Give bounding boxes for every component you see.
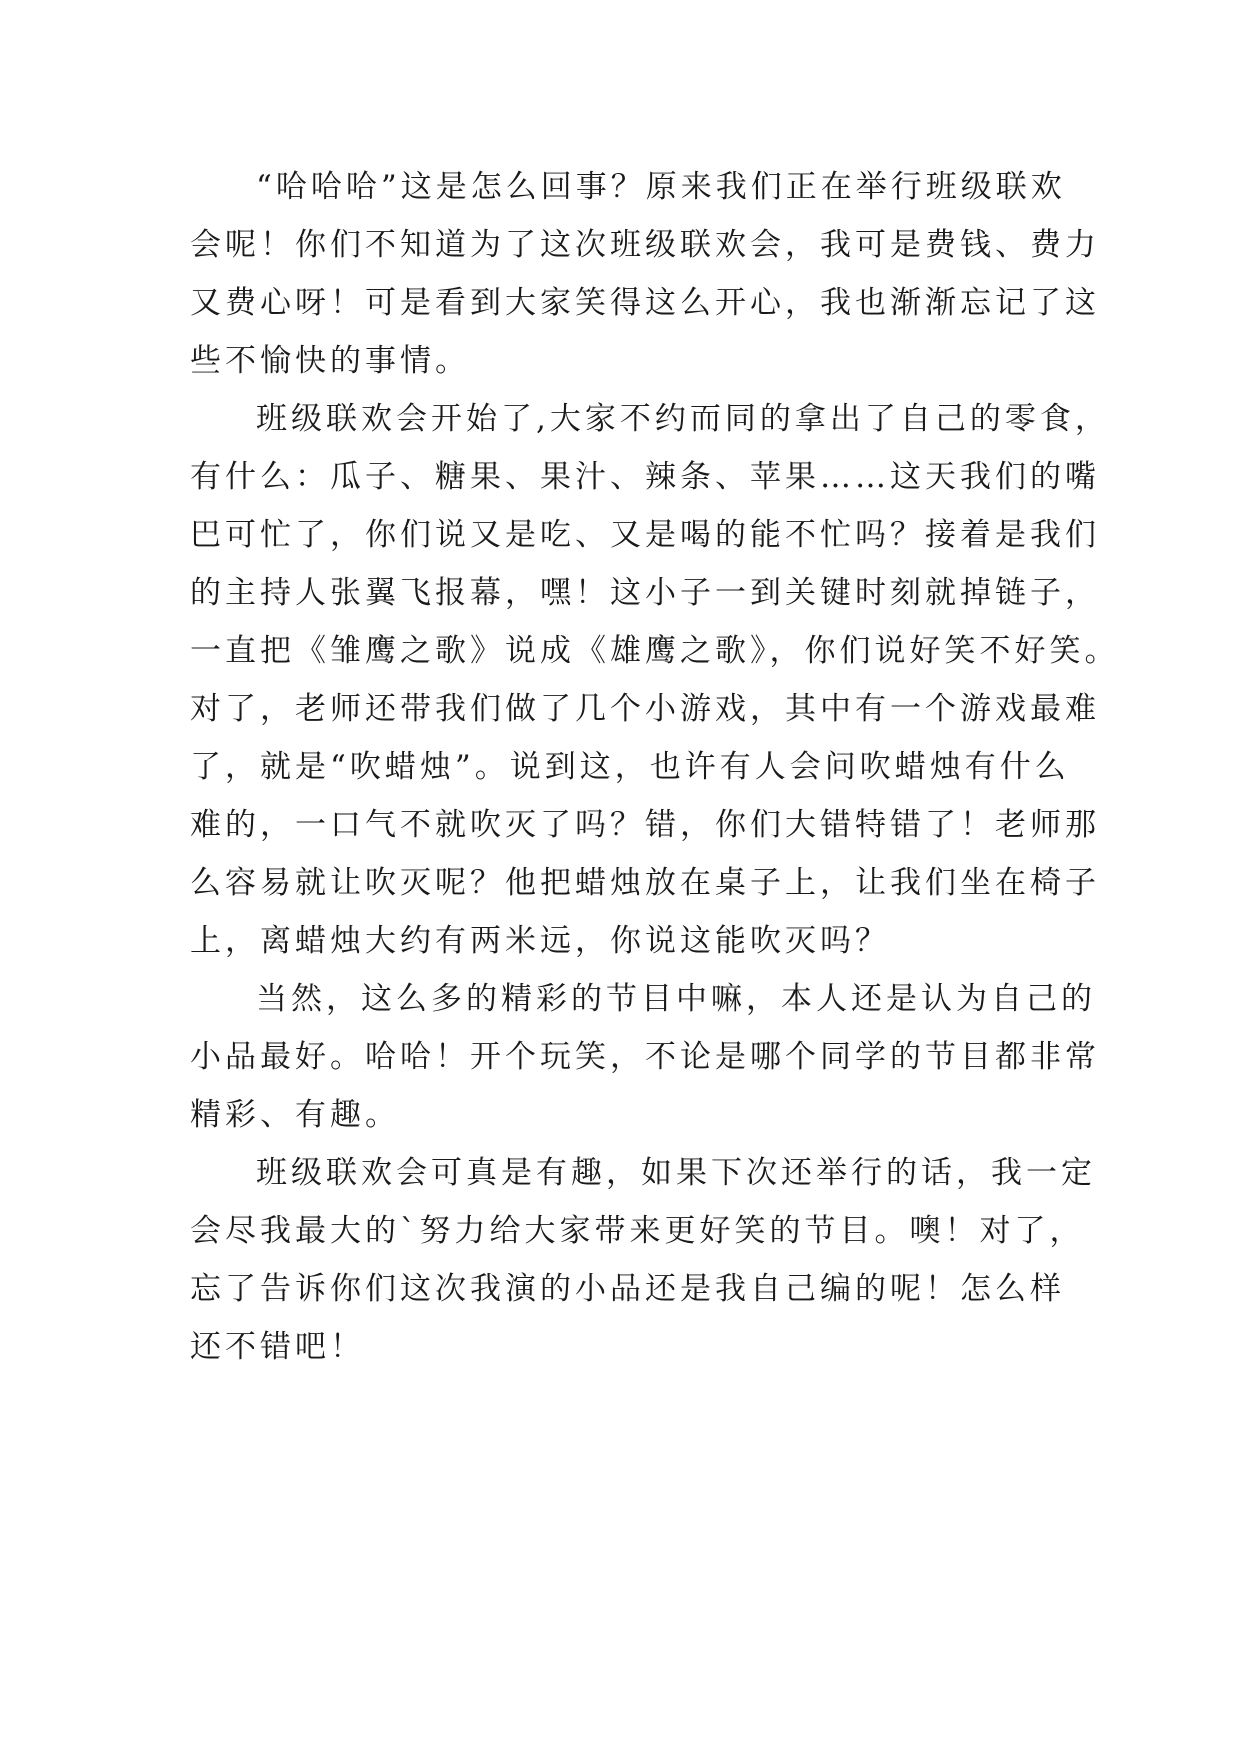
text-line: 精彩、有趣。 — [190, 1097, 400, 1133]
text-line: 班级联欢会开始了,大家不约而同的拿出了自己的零食， — [256, 401, 1110, 437]
text-line: 会尽我最大的`努力给大家带来更好笑的节目。噢！对了， — [190, 1213, 1085, 1249]
text-line: “哈哈哈”这是怎么回事？原来我们正在举行班级联欢 — [256, 169, 1066, 205]
text-line: 难的，一口气不就吹灭了吗？错，你们大错特错了！老师那 — [190, 807, 1100, 843]
text-line: 上，离蜡烛大约有两米远，你说这能吹灭吗？ — [190, 923, 890, 959]
text-line: 巴可忙了，你们说又是吃、又是喝的能不忙吗？接着是我们 — [190, 517, 1100, 553]
text-line: 小品最好。哈哈！开个玩笑，不论是哪个同学的节目都非常 — [190, 1039, 1100, 1075]
text-line: 了，就是“吹蜡烛”。说到这，也许有人会问吹蜡烛有什么 — [190, 749, 1070, 785]
essay-body — [190, 158, 1120, 1376]
text-line: 些不愉快的事情。 — [190, 343, 470, 379]
paragraph-4 — [190, 1144, 1096, 1376]
text-line: 有什么：瓜子、糖果、果汁、辣条、苹果……这天我们的嘴 — [190, 459, 1100, 495]
text-line: 又费心呀！可是看到大家笑得这么开心，我也渐渐忘记了这 — [190, 285, 1100, 321]
paragraph-3 — [190, 970, 1100, 1144]
text-line: 当然，这么多的精彩的节目中嘛，本人还是认为自己的 — [256, 981, 1096, 1017]
text-line: 班级联欢会可真是有趣，如果下次还举行的话，我一定 — [256, 1155, 1096, 1191]
text-line: 还不错吧！ — [190, 1329, 365, 1365]
text-line: 一直把《雏鹰之歌》说成《雄鹰之歌》，你们说好笑不好笑。 — [190, 633, 1120, 669]
text-line: 对了，老师还带我们做了几个小游戏，其中有一个游戏最难 — [190, 691, 1100, 727]
paragraph-1 — [190, 158, 1100, 390]
paragraph-2 — [190, 390, 1120, 970]
text-line: 会呢！你们不知道为了这次班级联欢会，我可是费钱、费力 — [190, 227, 1100, 263]
text-line: 的主持人张翼飞报幕，嘿！这小子一到关键时刻就掉链子， — [190, 575, 1100, 611]
text-line: 忘了告诉你们这次我演的小品还是我自己编的呢！怎么样 — [190, 1271, 1065, 1307]
text-line: 么容易就让吹灭呢？他把蜡烛放在桌子上，让我们坐在椅子 — [190, 865, 1100, 901]
